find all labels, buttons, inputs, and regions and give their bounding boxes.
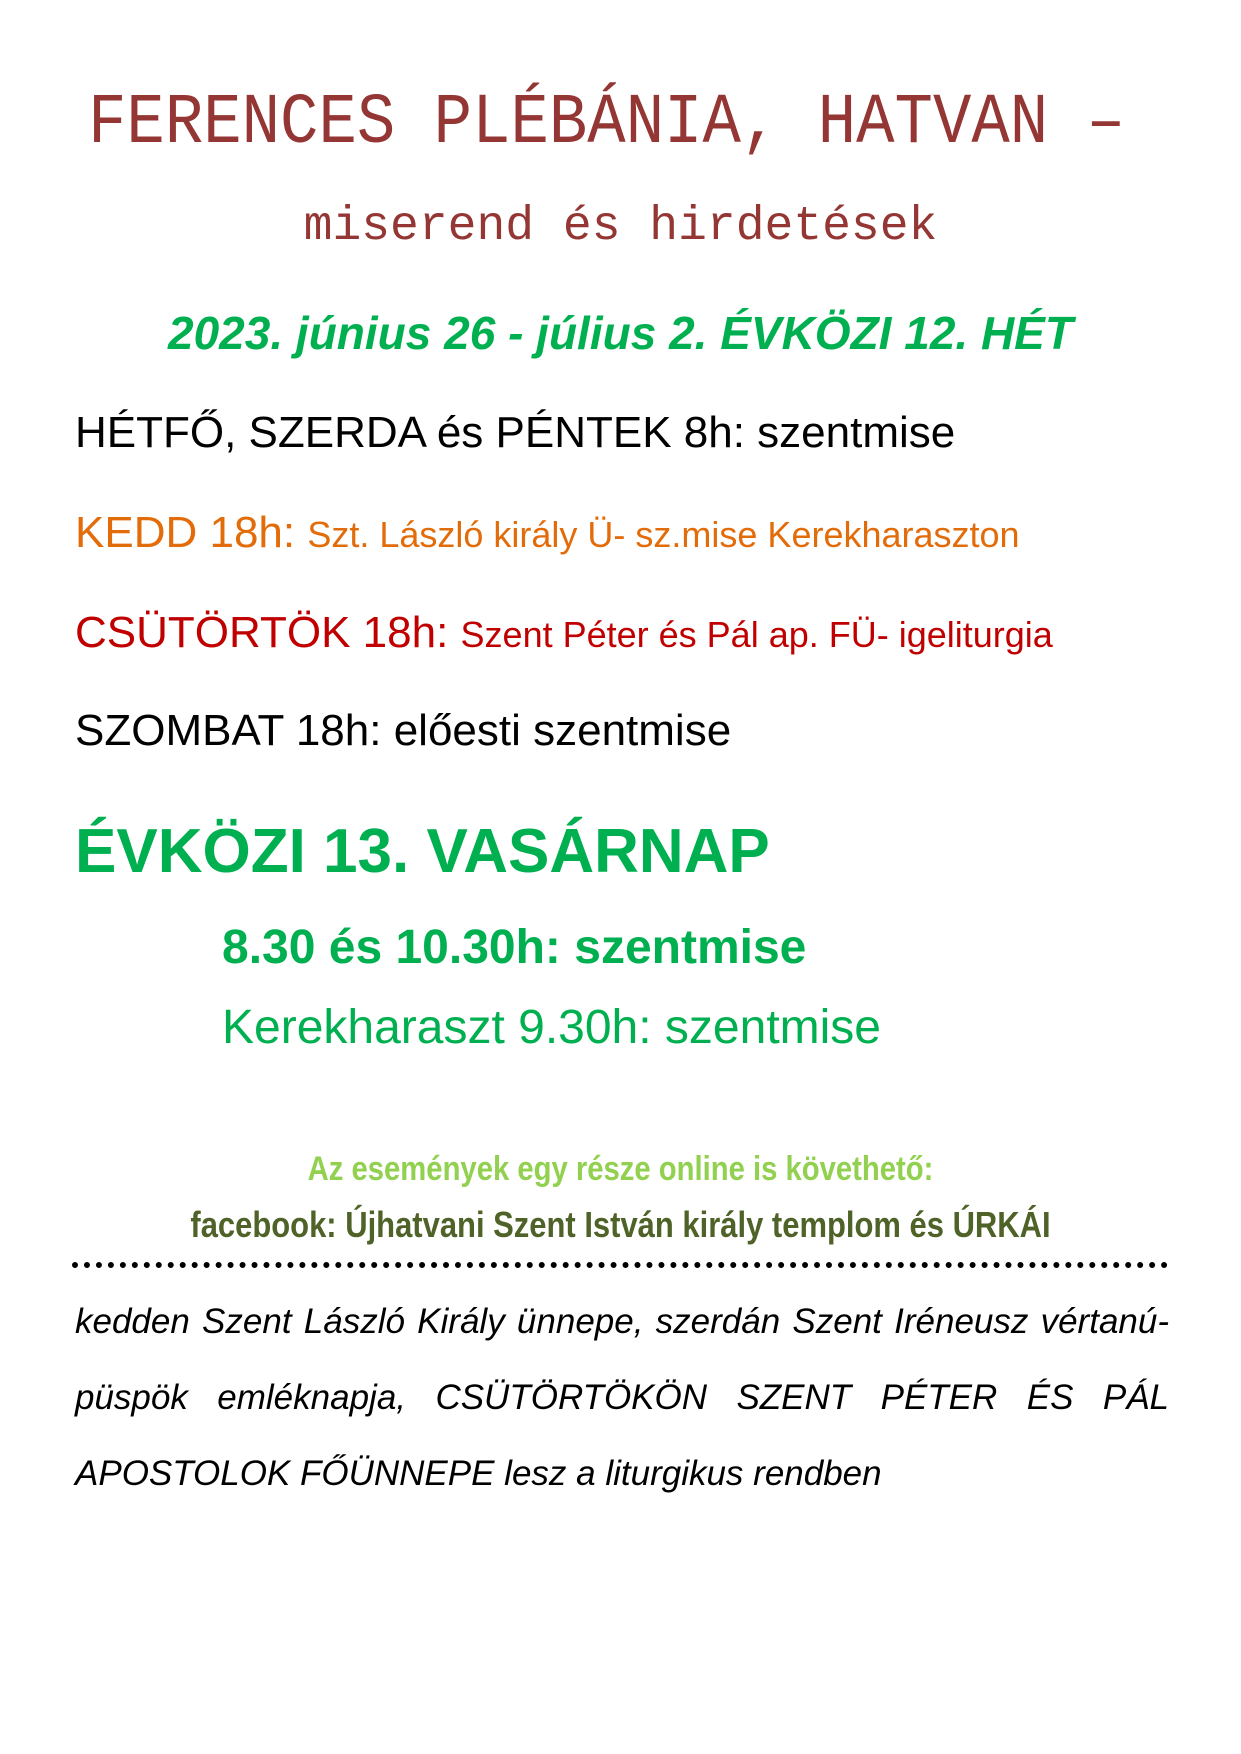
thursday-line bbox=[75, 608, 1053, 658]
online-note: Az események egy része online is követhető: bbox=[307, 1150, 934, 1188]
tuesday-label: KEDD 18h: bbox=[75, 508, 296, 557]
kerekharaszt-mass: Kerekharaszt 9.30h: szentmise bbox=[222, 1001, 881, 1054]
dotted-divider bbox=[72, 1262, 1168, 1268]
weekday-mass-line: HÉTFŐ, SZERDA és PÉNTEK 8h: szentmise bbox=[75, 408, 956, 457]
thursday-detail: Szent Péter és Pál ap. FÜ- igeliturgia bbox=[460, 614, 1053, 655]
facebook-note: facebook: Újhatvani Szent István király templom és ÚRKÁI bbox=[190, 1204, 1051, 1245]
sunday-heading: ÉVKÖZI 13. VASÁRNAP bbox=[75, 817, 770, 886]
tuesday-detail: Szt. László király Ü- sz.mise Kerekharaszton bbox=[307, 514, 1020, 555]
tuesday-line bbox=[75, 508, 1020, 558]
page-subtitle: miserend és hirdetések bbox=[303, 200, 938, 254]
liturgy-notice: kedden Szent László Király ünnepe, szerdán Szent Iréneusz vértanú-püspök emléknapja, CSÜTÖRTÖKÖN SZENT PÉTER ÉS PÁL APOSTOLOK FŐÜNNEPE lesz a liturgikus rendben bbox=[75, 1302, 1169, 1493]
page-title: FERENCES PLÉBÁNIA, HATVAN – bbox=[88, 84, 1125, 165]
saturday-line: SZOMBAT 18h: előesti szentmise bbox=[75, 706, 732, 755]
sunday-masses: 8.30 és 10.30h: szentmise bbox=[222, 921, 807, 974]
thursday-label: CSÜTÖRTÖK 18h: bbox=[75, 608, 449, 657]
week-heading: 2023. június 26 - július 2. ÉVKÖZI 12. HÉT bbox=[168, 307, 1073, 359]
